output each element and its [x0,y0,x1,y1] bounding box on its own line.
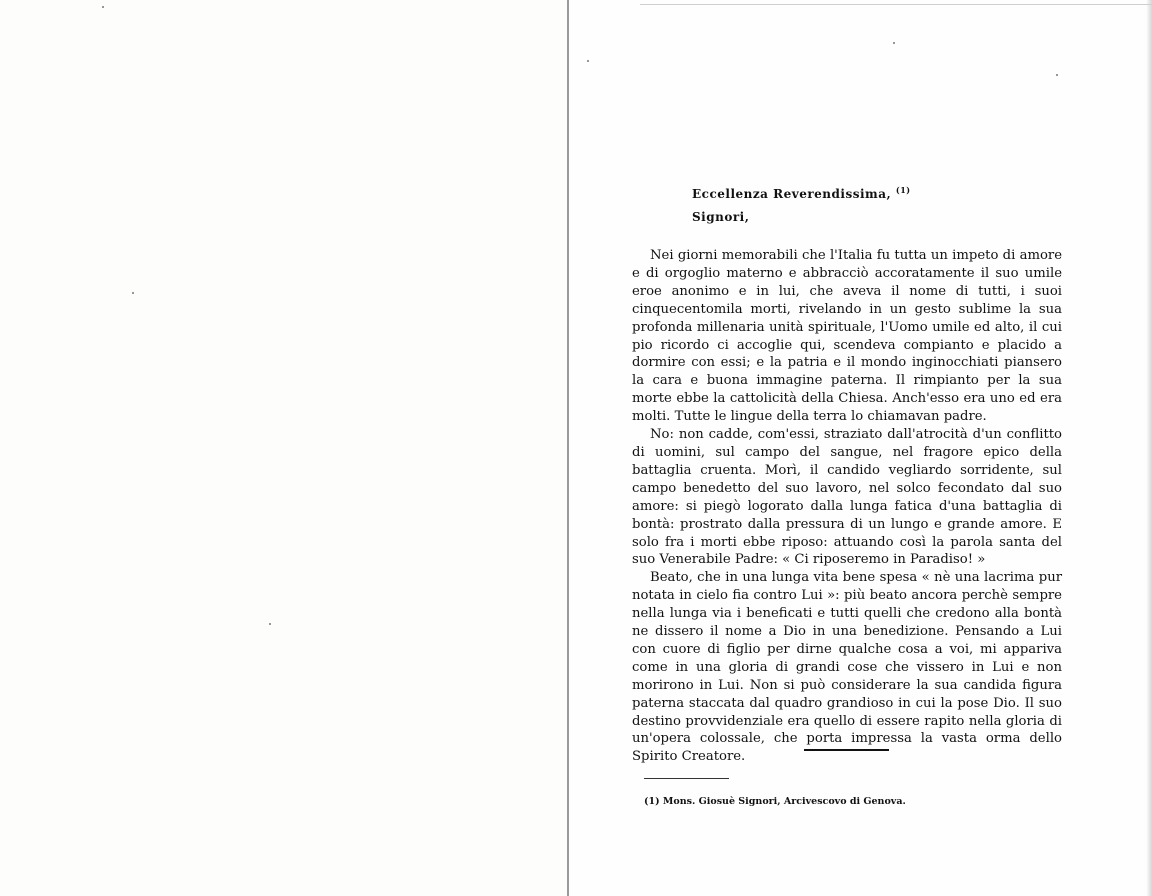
heading-salutation: Signori, [692,210,750,224]
scan-speck [269,623,271,625]
scan-top-edge [640,4,1152,5]
heading-address [692,185,911,201]
scan-speck [587,60,589,62]
paragraph: Beato, che in una lunga vita bene spesa « nè una lacrima pur notata in cielo fia contro Lui »: più beato ancora perchè sempre nella lunga via i beneficati e tutti quelli che credono alla bontà ne dissero il nome a Dio in una benedizione. Pensando a Lui con cuore di figlio per dirne qualche cosa a voi, mi appariva come in una gloria di grandi cose che vissero in Lui e non morirono in Lui. Non si può considerare la sua candida figura paterna staccata dal quadro grandioso in cui la pose Dio. Il suo destino provvidenziale era quello di essere rapito nella gloria di un'opera colossale, che porta impressa la vasta orma dello Spirito Creatore. [632,570,1062,765]
scan-speck [102,6,104,8]
book-gutter [567,0,569,896]
footnote: (1) Mons. Giosuè Signori, Arcivescovo di Genova. [644,796,906,807]
footnote-separator [644,778,729,779]
paragraph: Nei giorni memorabili che l'Italia fu tutta un impeto di amore e di orgoglio materno e abbracciò accoratamente il suo umile eroe anonimo e in lui, che aveva il nome di tutti, i suoi cinquecentomila morti, rivelando in un gesto sublime la sua profonda millenaria unità spirituale, l'Uomo umile ed alto, il cui pio ricordo ci accoglie qui, scendeva compianto e placido a dormire con essi; e la patria e il mondo inginocchiati piansero la cara e buona immagine paterna. Il rimpianto per la sua morte ebbe la cattolicità della Chiesa. Anch'esso era uno ed era molti. Tutte le lingue della terra lo chiamavan padre. [632,248,1062,425]
page-edge-shadow [1146,0,1152,896]
scan-speck [132,292,134,294]
section-end-rule [804,749,889,751]
body-text [632,247,1062,766]
paragraph: No: non cadde, com'essi, straziato dall'atrocità d'un conflitto di uomini, sul campo del sangue, nel fragore epico della battaglia cruenta. Morì, il candido vegliardo sorridente, sul campo benedetto del suo lavoro, nel solco fecondato dal suo amore: si piegò logorato dalla lunga fatica d'una battaglia di bontà: prostrato dalla pressura di un lungo e grande amore. E solo fra i morti ebbe riposo: attuando così la parola santa del suo Venerabile Padre: « Ci riposeremo in Paradiso! » [632,427,1062,568]
footnote-marker: (1) [895,185,911,195]
scan-speck [1056,74,1058,76]
left-page-blank [0,0,568,896]
scan-speck [893,42,895,44]
heading-address-text: Eccellenza Reverendissima, [692,187,892,201]
